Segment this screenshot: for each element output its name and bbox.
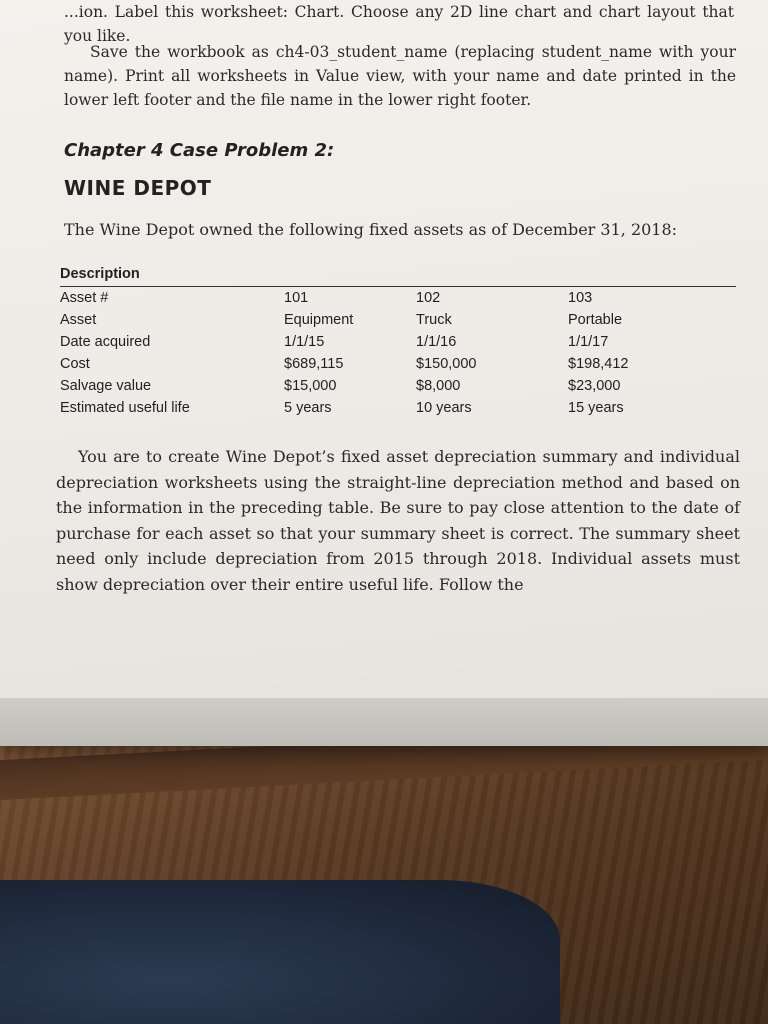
asset-101-cell: $689,115 — [284, 356, 344, 372]
instructions-paragraph: You are to create Wine Depot’s fixed asset depreciation summary and individual depreciation worksheets using the straight-line depreciation method and based on the information in the preceding table. Be sure to pay close attention to the date of purchase for each asset so that your summary sheet is correct. The summary sheet need only include depreciation from 2015 through 2018. Individual assets must show depreciation over their entire useful life. Follow the — [56, 447, 740, 594]
intro-line-top: ...ion. Label this worksheet: Chart. Choose any 2D line chart and chart layout that you like. — [64, 3, 734, 45]
chapter-heading: Chapter 4 Case Problem 2: — [64, 140, 335, 161]
asset-101-cell: 1/1/15 — [284, 334, 325, 350]
table-row — [60, 397, 736, 419]
asset-102-cell: 1/1/16 — [416, 334, 457, 350]
asset-102-cell: $150,000 — [416, 356, 477, 372]
asset-101-cell: 5 years — [284, 400, 332, 416]
asset-103-cell: 103 — [568, 290, 593, 306]
asset-102-cell: Truck — [416, 312, 452, 328]
asset-102-cell: 102 — [416, 290, 441, 306]
page-bottom-edge — [0, 698, 768, 746]
save-paragraph: Save the workbook as ch4-03_student_name (replacing student_name with your name). Print all worksheets in Value view, with your name and date printed in the lower left footer and the file name in the lower right footer. — [64, 43, 736, 109]
row-label: Salvage value — [60, 378, 152, 394]
table-row — [60, 287, 736, 309]
asset-103-cell: 15 years — [568, 400, 624, 416]
asset-101-cell: Equipment — [284, 312, 354, 328]
table-row — [60, 353, 736, 375]
fabric-foreground — [0, 880, 560, 1024]
row-label: Cost — [60, 356, 90, 372]
intro-sentence: The Wine Depot owned the following fixed assets as of December 31, 2018: — [64, 220, 678, 239]
row-label: Asset — [60, 312, 97, 328]
row-label: Date acquired — [60, 334, 151, 350]
table-header: Description — [60, 262, 736, 287]
asset-102-cell: 10 years — [416, 400, 472, 416]
asset-103-cell: $198,412 — [568, 356, 629, 372]
table-row — [60, 331, 736, 353]
company-heading: WINE DEPOT — [64, 176, 212, 200]
asset-103-cell: Portable — [568, 312, 623, 328]
row-label: Asset # — [60, 290, 109, 306]
table-row — [60, 309, 736, 331]
table-row — [60, 375, 736, 397]
asset-102-cell: $8,000 — [416, 378, 461, 394]
asset-103-cell: 1/1/17 — [568, 334, 609, 350]
asset-table — [60, 262, 736, 419]
asset-103-cell: $23,000 — [568, 378, 621, 394]
asset-101-cell: $15,000 — [284, 378, 337, 394]
row-label: Estimated useful life — [60, 400, 190, 416]
asset-101-cell: 101 — [284, 290, 309, 306]
